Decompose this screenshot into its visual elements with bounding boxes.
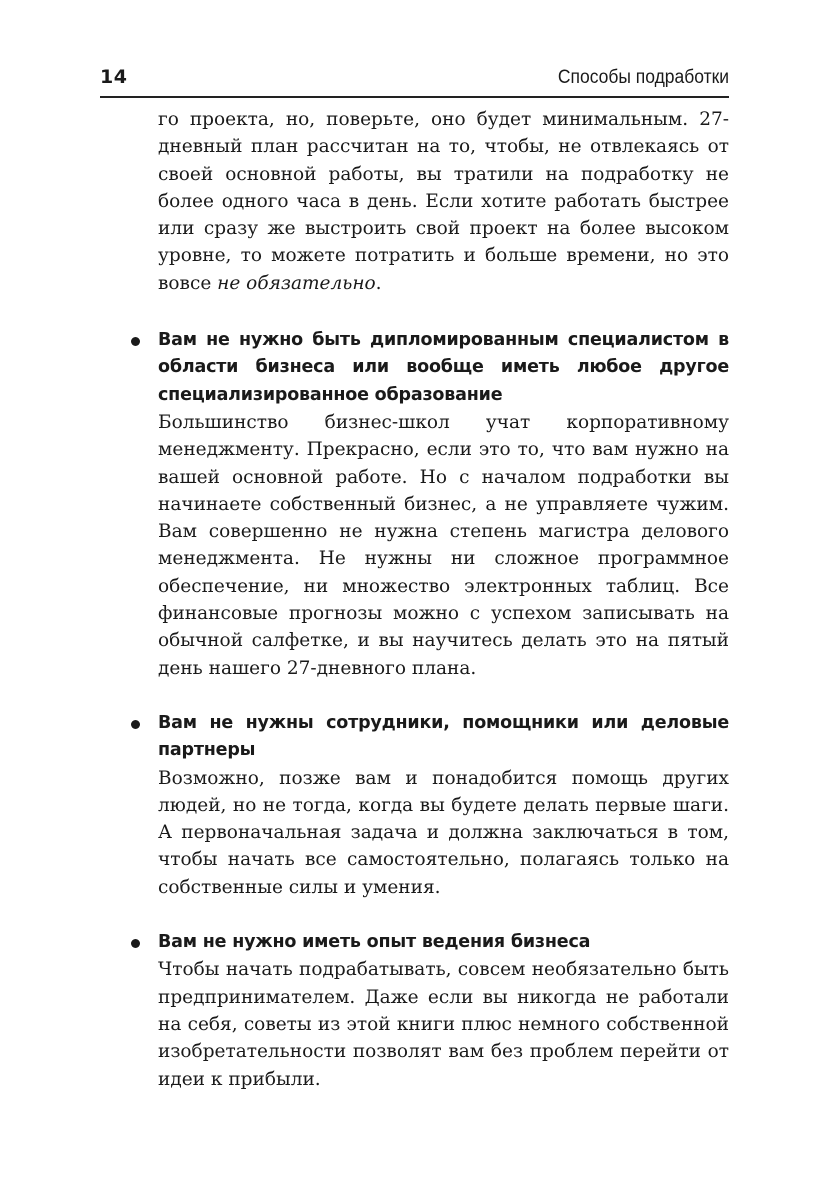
intro-text: го проекта, но, поверьте, оно будет минимальным. 27-дневный план рассчитан на то, чтобы, не отвлекаясь от своей основной работы, вы тратили на подработку не более одного часа в день. Если хотите работать быстрее или сразу же выстроить свой проект на более высоком уровне, то можете потратить и больше времени, но это вовсе [158, 109, 729, 294]
section-title: Способы подработки [557, 67, 729, 88]
bullet-body: Чтобы начать подрабатывать, совсем необязательно быть предпринимателем. Даже если вы никогда не работали на себя, советы из этой книги плюс немного собственной изобретательности позволят вам без проблем перейти от идеи к прибыли. [158, 959, 729, 1090]
bullet-item [158, 929, 729, 1093]
bullet-item [158, 710, 729, 901]
bullet-heading: Вам не нужно быть дипломированным специалистом в области бизнеса или вообще иметь любое другое специализированное образование [158, 330, 729, 405]
main-text [158, 106, 729, 1093]
bullet-dot-icon [131, 337, 140, 346]
bullet-heading: Вам не нужны сотрудники, помощники или деловые партнеры [158, 712, 729, 761]
bullet-body: Большинство бизнес-школ учат корпоративному менеджменту. Прекрасно, если это то, что вам нужно на вашей основной работе. Но с началом подработки вы начинаете собственный бизнес, а не управляете чужим. Вам совершенно не нужна степень магистра делового менеджмента. Не нужны ни сложное программное обеспечение, ни множество электронных таблиц. Все финансовые прогнозы можно с успехом записывать на обычной салфетке, и вы научитесь делать это на пятый день нашего 27-дневного плана. [158, 411, 729, 679]
intro-end: . [375, 272, 382, 294]
bullet-dot-icon [131, 939, 140, 948]
bullet-heading: Вам не нужно иметь опыт ведения бизнеса [158, 932, 591, 953]
intro-paragraph [158, 106, 729, 297]
bullet-item [158, 327, 729, 682]
page-number: 14 [100, 66, 128, 88]
bullet-dot-icon [131, 720, 140, 729]
intro-emphasis: не обязательно [217, 272, 376, 294]
running-header [100, 62, 729, 98]
bullet-body: Возможно, позже вам и понадобится помощь других людей, но не тогда, когда вы будете делать первые шаги. А первоначальная задача и должна заключаться в том, чтобы начать все самостоятельно, полагаясь только на собственные силы и умения. [158, 767, 729, 898]
